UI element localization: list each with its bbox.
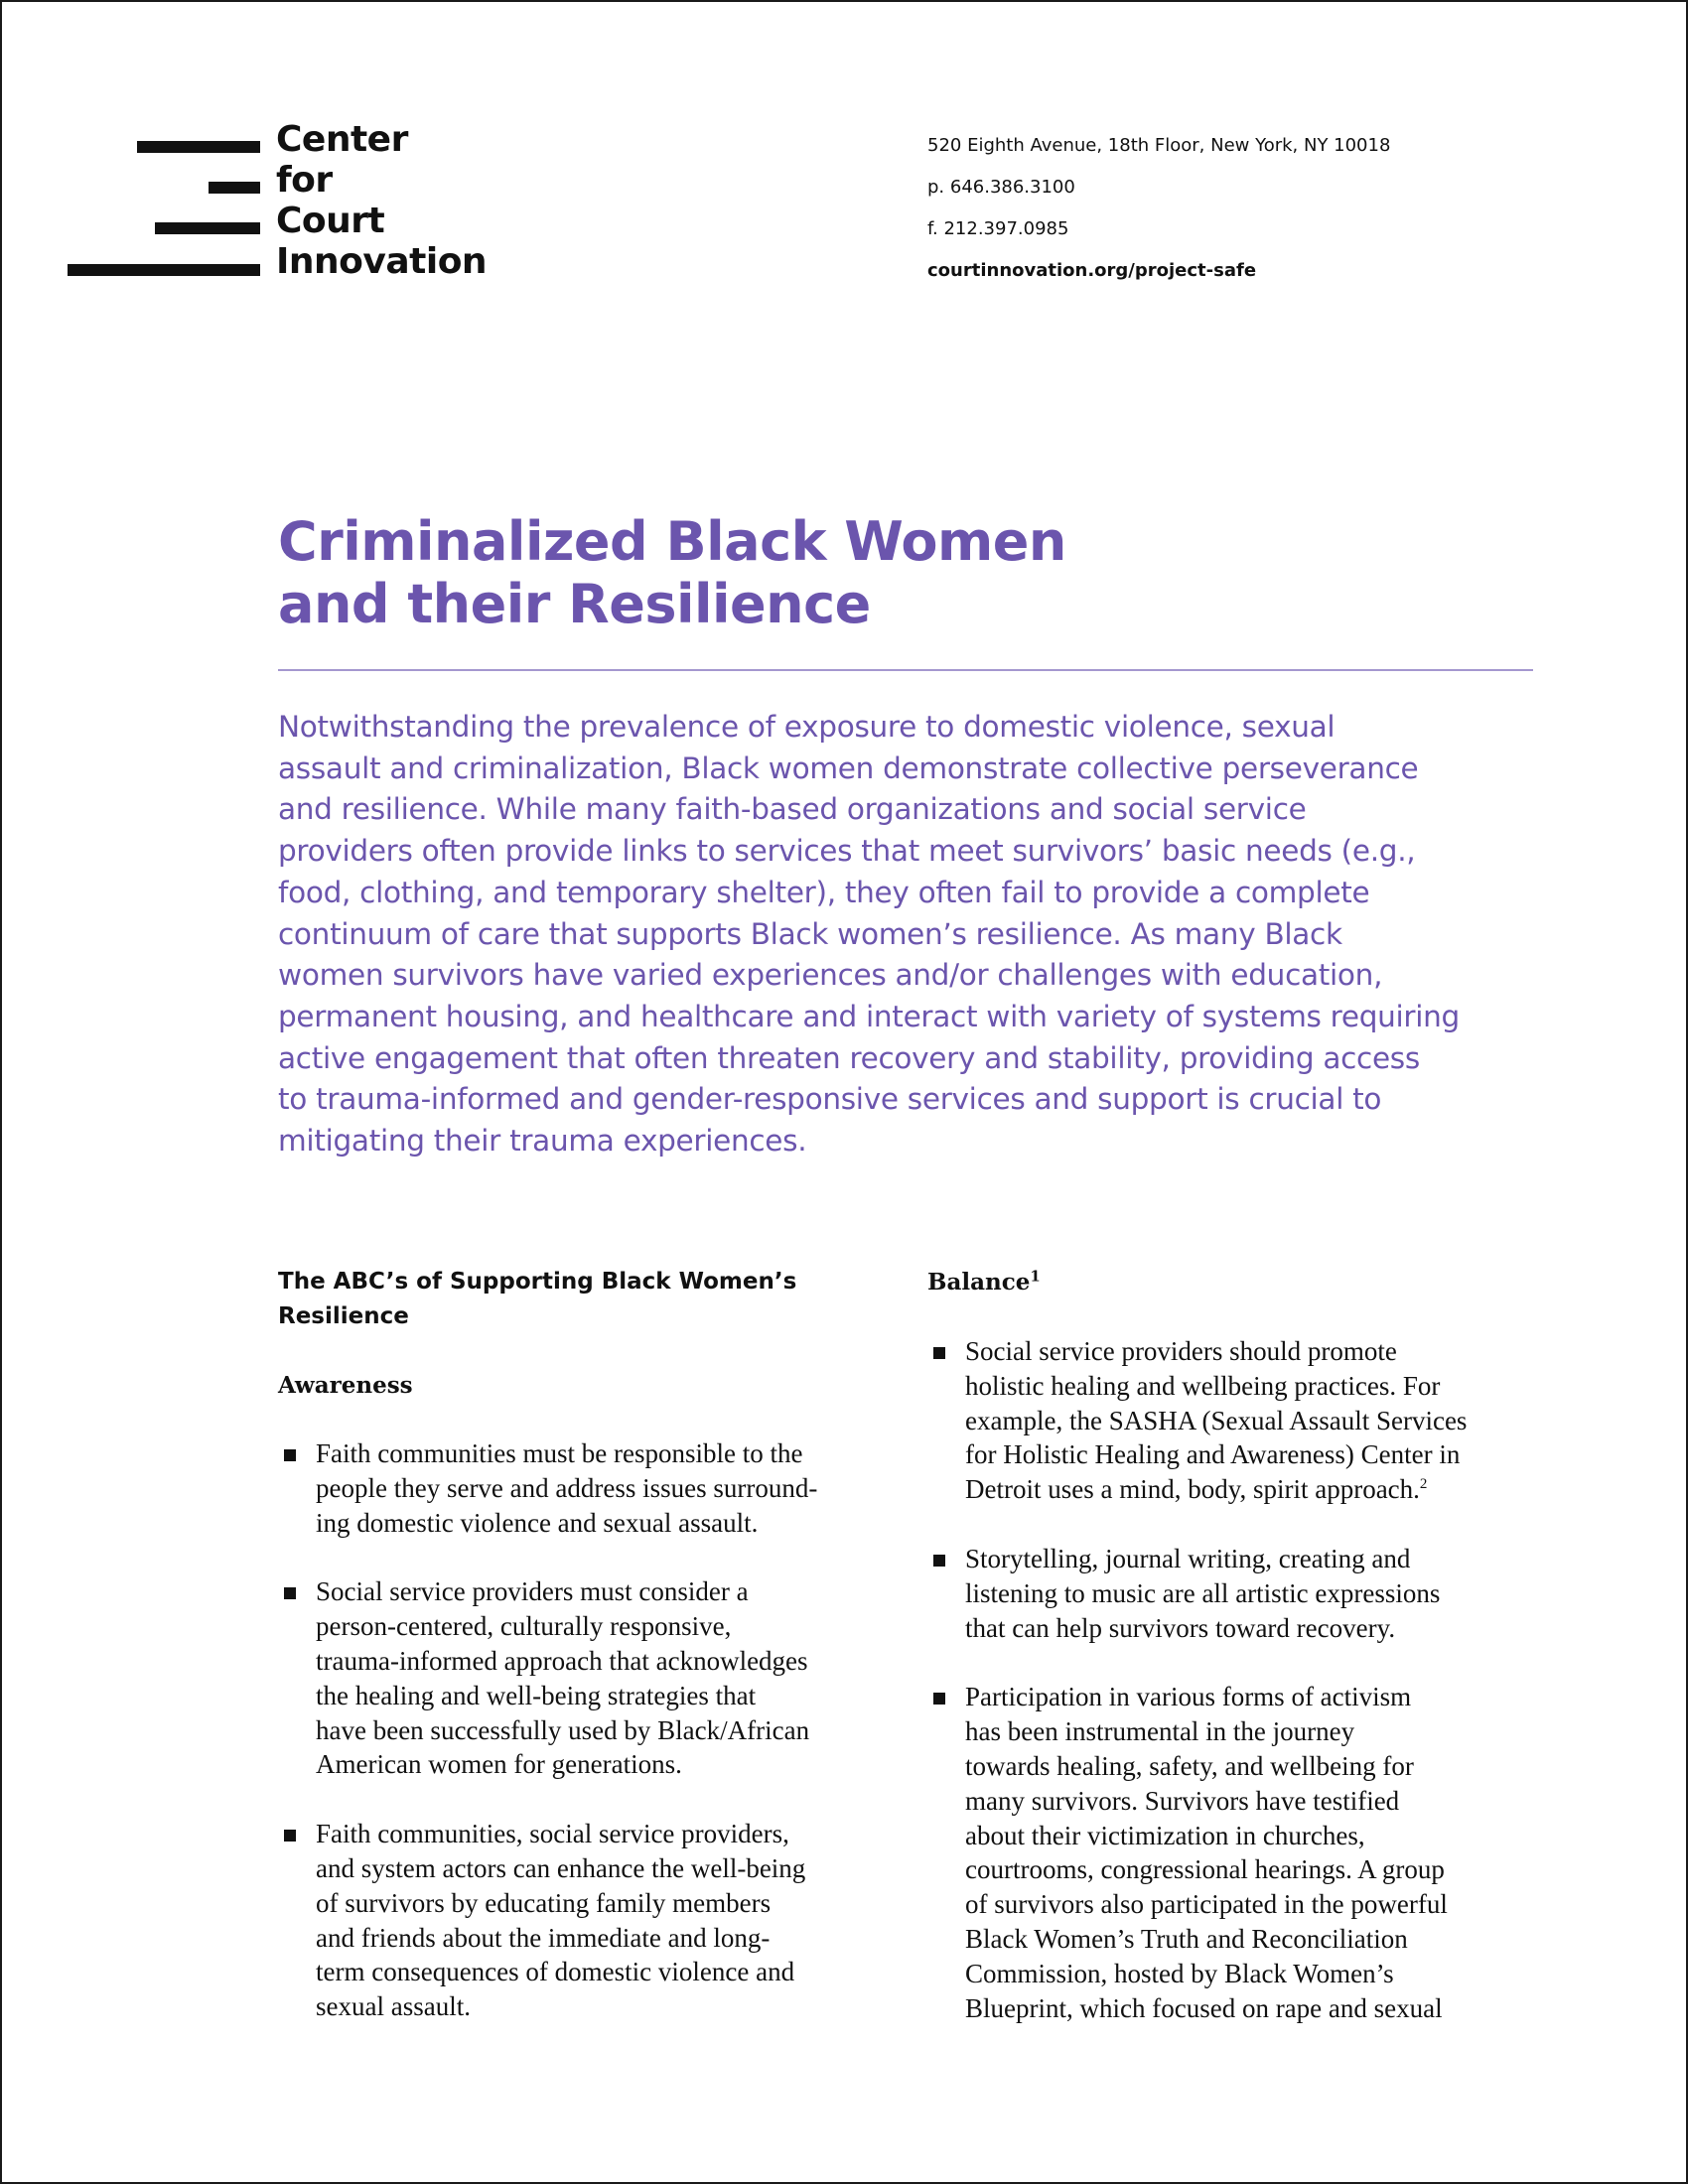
list-item-line: person-centered, culturally responsive, [316,1611,732,1642]
list-item-line: Faith communities, social service providers, [316,1819,789,1849]
list-item-line: Social service providers should promote [965,1336,1397,1366]
list-item-line: about their victimization in churches, [965,1820,1365,1850]
list-item-line: of survivors by educating family members [316,1887,772,1918]
intro-line: active engagement that often threaten recovery and stability, providing access [278,1040,1420,1075]
list-item-line: Commission, hosted by Black Women’s [965,1958,1394,1988]
list-item-line: and friends about the immediate and long- [316,1922,771,1953]
list-item-line: sexual assault. [316,1991,471,2022]
list-item-line: people they serve and address issues surround- [316,1472,818,1503]
page-title [278,510,1370,635]
list-item-line: have been successfully used by Black/African [316,1714,810,1745]
left-column [278,1265,894,2059]
list-item-line: American women for generations. [316,1749,682,1780]
intro-line: women survivors have varied experiences and/or challenges with education, [278,958,1383,993]
list-item [927,1680,1543,2025]
list-item-line: holistic healing and wellbeing practices. For [965,1370,1441,1401]
logo-word: Court [276,201,385,241]
list-item-line: has been instrumental in the journey [965,1716,1355,1747]
subheading-awareness: Awareness [278,1372,413,1399]
list-item [278,1817,894,2024]
list-item [278,1574,894,1782]
right-column [927,1265,1543,2060]
logo-bar [68,264,260,276]
list-item [278,1436,894,1540]
intro-line: mitigating their trauma experiences. [278,1124,807,1159]
list-item-line: and system actors can enhance the well-being [316,1852,806,1883]
contact-fax: f. 212.397.0985 [927,218,1069,239]
footnote-ref: 2 [1419,1476,1428,1493]
logo-word: Innovation [276,241,488,282]
list-item-text: Detroit uses a mind, body, spirit approach. [965,1474,1420,1505]
contact-block [927,131,1390,298]
subheading-balance-text: Balance [927,1269,1031,1296]
contact-url-link[interactable]: courtinnovation.org/project-safe [927,260,1257,281]
intro-line: and resilience. While many faith-based organizations and social service [278,792,1307,827]
list-item-line: trauma-informed approach that acknowledges [316,1645,808,1676]
list-item-line: Participation in various forms of activism [965,1682,1412,1712]
intro-line: continuum of care that supports Black women’s resilience. As many Black [278,916,1342,951]
list-item-line: many survivors. Survivors have testified [965,1785,1400,1816]
list-item-line: the healing and well-being strategies that [316,1680,757,1710]
intro-line: Notwithstanding the prevalence of exposure to domestic violence, sexual [278,710,1336,744]
balance-list [927,1334,1543,2025]
list-item-line: that can help survivors toward recovery. [965,1612,1396,1643]
list-item-line [965,1472,1543,1507]
section-heading [278,1265,894,1334]
section-heading-line: The ABC’s of Supporting Black Women’s [278,1269,797,1295]
list-item [927,1542,1543,1645]
section-heading-line: Resilience [278,1303,409,1329]
logo-bar [209,182,260,194]
contact-phone: p. 646.386.3100 [927,177,1075,198]
logo-word: Center [276,119,408,160]
footnote-ref: 1 [1030,1267,1041,1286]
logo-word: for [276,160,333,201]
subheading-balance [927,1265,1543,1299]
list-item-line: of survivors also participated in the powerful [965,1889,1448,1920]
intro-line: food, clothing, and temporary shelter), they often fail to provide a complete [278,875,1370,909]
list-item-line: Faith communities must be responsible to the [316,1438,803,1468]
intro-line: providers often provide links to services that meet survivors’ basic needs (e.g., [278,834,1416,869]
intro-line: permanent housing, and healthcare and interact with variety of systems requiring [278,999,1460,1033]
list-item-line: example, the SASHA (Sexual Assault Services [965,1405,1468,1435]
list-item-line: courtrooms, congressional hearings. A group [965,1854,1445,1885]
list-item-line: Black Women’s Truth and Reconciliation [965,1923,1408,1954]
list-item [927,1334,1543,1507]
list-item-line: for Holistic Healing and Awareness) Center in [965,1439,1461,1470]
list-item-line: towards healing, safety, and wellbeing for [965,1750,1414,1781]
logo-bar [137,141,260,153]
intro-line: to trauma-informed and gender-responsive services and support is crucial to [278,1082,1382,1117]
contact-address: 520 Eighth Avenue, 18th Floor, New York, NY 10018 [927,135,1391,156]
logo-bar [155,222,260,234]
list-item-line: listening to music are all artistic expressions [965,1577,1441,1608]
intro-paragraph [278,707,1539,1162]
title-line: Criminalized Black Women [278,510,1066,573]
organization-logo [68,119,488,288]
list-item-line: term consequences of domestic violence and [316,1957,795,1987]
list-item-line: Storytelling, journal writing, creating and [965,1543,1411,1573]
intro-line: assault and criminalization, Black women demonstrate collective perseverance [278,751,1419,785]
list-item-line: ing domestic violence and sexual assault. [316,1507,759,1538]
title-divider [278,669,1533,671]
list-item-line: Blueprint, which focused on rape and sexual [965,1992,1443,2023]
list-item-line: Social service providers must consider a [316,1576,749,1607]
title-line: and their Resilience [278,573,871,635]
awareness-list [278,1436,894,2024]
